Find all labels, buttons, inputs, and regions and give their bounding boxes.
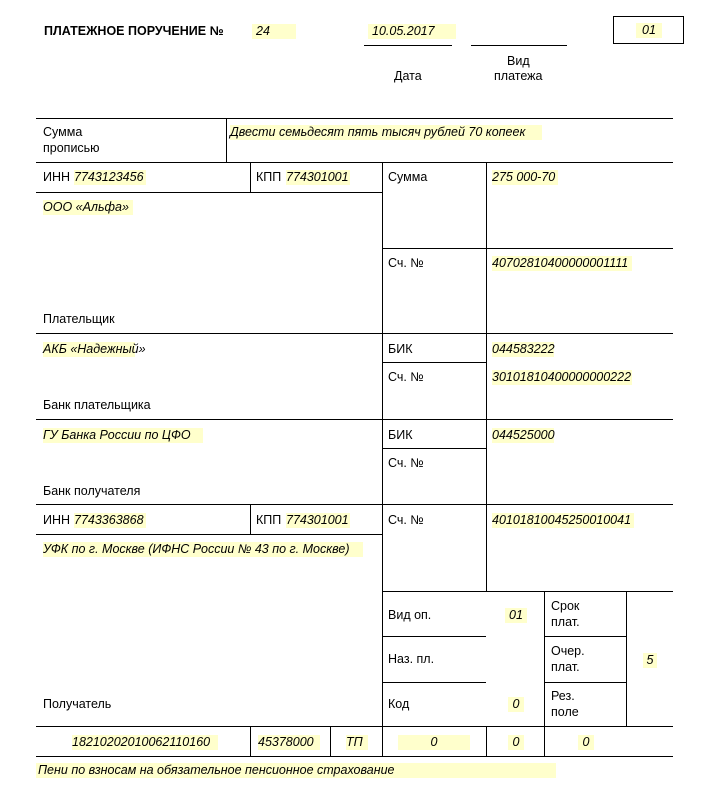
res-label: Рез. [551, 689, 575, 703]
amount-words-value[interactable]: Двести семьдесят пять тысяч рублей 70 копеек [230, 125, 542, 140]
payer-account[interactable]: 40702810400000001111 [492, 256, 632, 271]
amount-words-label-2: прописью [43, 141, 100, 155]
order-number[interactable]: 24 [252, 24, 296, 39]
doc-date-value[interactable]: 0 [578, 735, 594, 750]
term-label-2: плат. [551, 615, 580, 629]
payee-bank-name[interactable]: ГУ Банка России по ЦФО [43, 428, 203, 443]
payee-inn[interactable]: 7743363868 [74, 513, 146, 528]
form-code: 01 [636, 23, 662, 38]
payee-label: Получатель [43, 697, 112, 711]
order-label: Очер. [551, 644, 585, 658]
payer-inn-label: ИНН [43, 170, 71, 184]
payer-bank-account-label: Сч. № [388, 370, 424, 384]
payer-account-label: Сч. № [388, 256, 424, 270]
payer-kpp-label: КПП [256, 170, 282, 184]
payee-bank-label: Банк получателя [43, 484, 141, 498]
payer-name[interactable]: ООО «Альфа» [43, 200, 133, 215]
res-label-2: поле [551, 705, 579, 719]
payee-kpp[interactable]: 774301001 [286, 513, 349, 527]
payer-bank-bik[interactable]: 044583222 [492, 342, 555, 356]
payer-kpp[interactable]: 774301001 [286, 170, 349, 184]
payee-name[interactable]: УФК по г. Москве (ИФНС России № 43 по г. Москве) [43, 542, 363, 557]
op-type-value[interactable]: 01 [505, 608, 527, 623]
payment-type-label-2: платежа [494, 69, 543, 83]
payment-type-label: Вид [507, 54, 530, 68]
payee-account-label: Сч. № [388, 513, 424, 527]
date-label: Дата [394, 69, 422, 83]
payer-bank-label: Банк плательщика [43, 398, 151, 412]
payee-bank-bik-label: БИК [388, 428, 413, 442]
payee-bank-account-label: Сч. № [388, 456, 424, 470]
form-title: ПЛАТЕЖНОЕ ПОРУЧЕНИЕ № [44, 24, 224, 38]
oktmo-value[interactable]: 45378000 [258, 735, 320, 750]
order-value[interactable]: 5 [643, 653, 657, 668]
payer-bank-name[interactable]: АКБ «Надежный» [43, 342, 146, 356]
payer-bank-account[interactable]: 30101810400000000222 [492, 370, 632, 384]
date-underline [364, 45, 452, 46]
sum-label: Сумма [388, 170, 428, 184]
payment-purpose[interactable]: Пени по взносам на обязательное пенсионное страхование [36, 763, 556, 778]
order-label-2: плат. [551, 660, 580, 674]
payee-bank-bik[interactable]: 044525000 [492, 428, 555, 442]
payee-inn-label: ИНН [43, 513, 71, 527]
tax-period-value[interactable]: 0 [398, 735, 470, 750]
payer-bank-bik-label: БИК [388, 342, 413, 356]
purpose-code-label: Наз. пл. [388, 652, 435, 666]
kbk-value[interactable]: 18210202010062110160 [72, 735, 218, 750]
doc-number-value[interactable]: 0 [508, 735, 524, 750]
basis-value[interactable]: ТП [346, 735, 368, 750]
form-code-box [613, 16, 684, 44]
payment-type-underline [471, 45, 567, 46]
amount-words-label: Сумма [43, 125, 83, 139]
sum-value[interactable]: 275 000-70 [492, 170, 558, 185]
payee-account[interactable]: 40101810045250010041 [492, 513, 634, 528]
payer-label: Плательщик [43, 312, 115, 326]
code-label: Код [388, 697, 410, 711]
op-type-label: Вид оп. [388, 608, 432, 622]
order-date[interactable]: 10.05.2017 [368, 24, 456, 39]
payer-inn[interactable]: 7743123456 [74, 170, 146, 185]
term-label: Срок [551, 599, 580, 613]
code-value[interactable]: 0 [508, 697, 524, 712]
payee-kpp-label: КПП [256, 513, 282, 527]
